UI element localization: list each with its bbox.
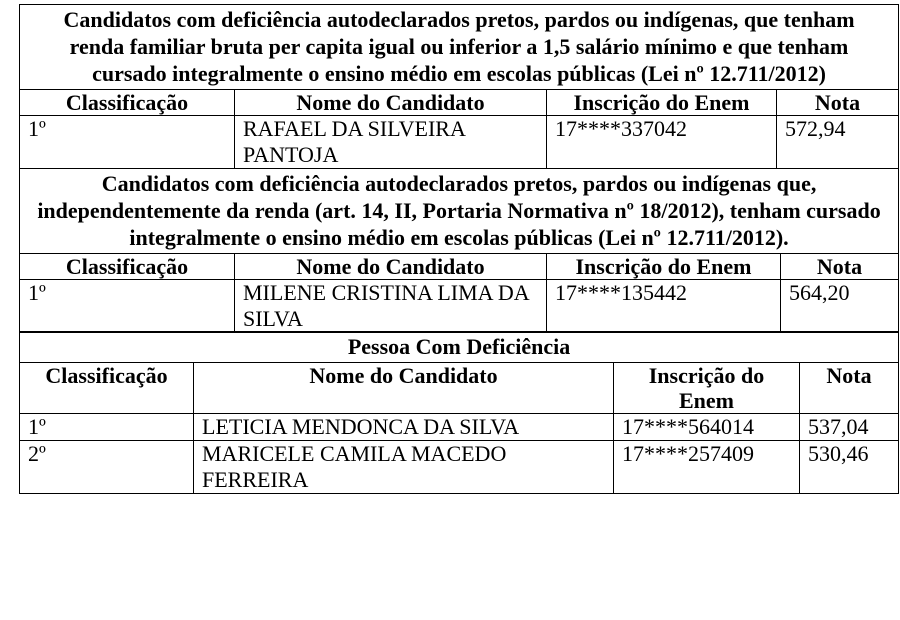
results-document (19, 4, 898, 494)
cell-classificacao: 1º (20, 279, 235, 332)
header-inscricao: Inscrição do Enem (547, 90, 777, 116)
cell-nome: MARICELE CAMILA MACEDO FERREIRA (194, 441, 614, 494)
table-row (20, 116, 899, 169)
table-row (20, 414, 899, 441)
header-classificacao: Classificação (20, 90, 235, 116)
header-nome: Nome do Candidato (194, 363, 614, 414)
section-1-table (19, 4, 899, 169)
section-3-title: Pessoa Com Deficiência (20, 332, 899, 363)
section-2-table (19, 168, 899, 333)
header-nota: Nota (800, 363, 899, 414)
cell-nota: 572,94 (777, 116, 899, 169)
cell-nome: LETICIA MENDONCA DA SILVA (194, 414, 614, 441)
cell-inscricao: 17****257409 (614, 441, 800, 494)
section-3-header-row (20, 363, 899, 414)
cell-inscricao: 17****135442 (547, 279, 781, 332)
header-inscricao: Inscrição do Enem (614, 363, 800, 414)
cell-classificacao: 1º (20, 414, 194, 441)
cell-nome: RAFAEL DA SILVEIRA PANTOJA (235, 116, 547, 169)
section-1-header-row (20, 90, 899, 116)
header-nota: Nota (781, 253, 899, 279)
cell-nota: 564,20 (781, 279, 899, 332)
header-nome: Nome do Candidato (235, 253, 547, 279)
section-1-title: Candidatos com deficiência autodeclarados pretos, pardos ou indígenas, que tenham renda familiar bruta per capita igual ou inferior a 1,5 salário mínimo e que tenham cursado integralmente o ensino médio em escolas públicas (Lei nº 12.711/2012) (20, 5, 899, 90)
header-nota: Nota (777, 90, 899, 116)
cell-classificacao: 2º (20, 441, 194, 494)
cell-nota: 530,46 (800, 441, 899, 494)
header-classificacao: Classificação (20, 253, 235, 279)
header-classificacao: Classificação (20, 363, 194, 414)
table-row (20, 279, 899, 332)
section-2-header-row (20, 253, 899, 279)
cell-nome: MILENE CRISTINA LIMA DA SILVA (235, 279, 547, 332)
section-3-table (19, 331, 899, 494)
header-nome: Nome do Candidato (235, 90, 547, 116)
cell-inscricao: 17****564014 (614, 414, 800, 441)
header-inscricao: Inscrição do Enem (547, 253, 781, 279)
cell-nota: 537,04 (800, 414, 899, 441)
cell-classificacao: 1º (20, 116, 235, 169)
cell-inscricao: 17****337042 (547, 116, 777, 169)
table-row (20, 441, 899, 494)
section-2-title: Candidatos com deficiência autodeclarados pretos, pardos ou indígenas que, independentemente da renda (art. 14, II, Portaria Normativa nº 18/2012), tenham cursado integralmente o ensino médio em escolas públicas (Lei nº 12.711/2012). (20, 168, 899, 253)
